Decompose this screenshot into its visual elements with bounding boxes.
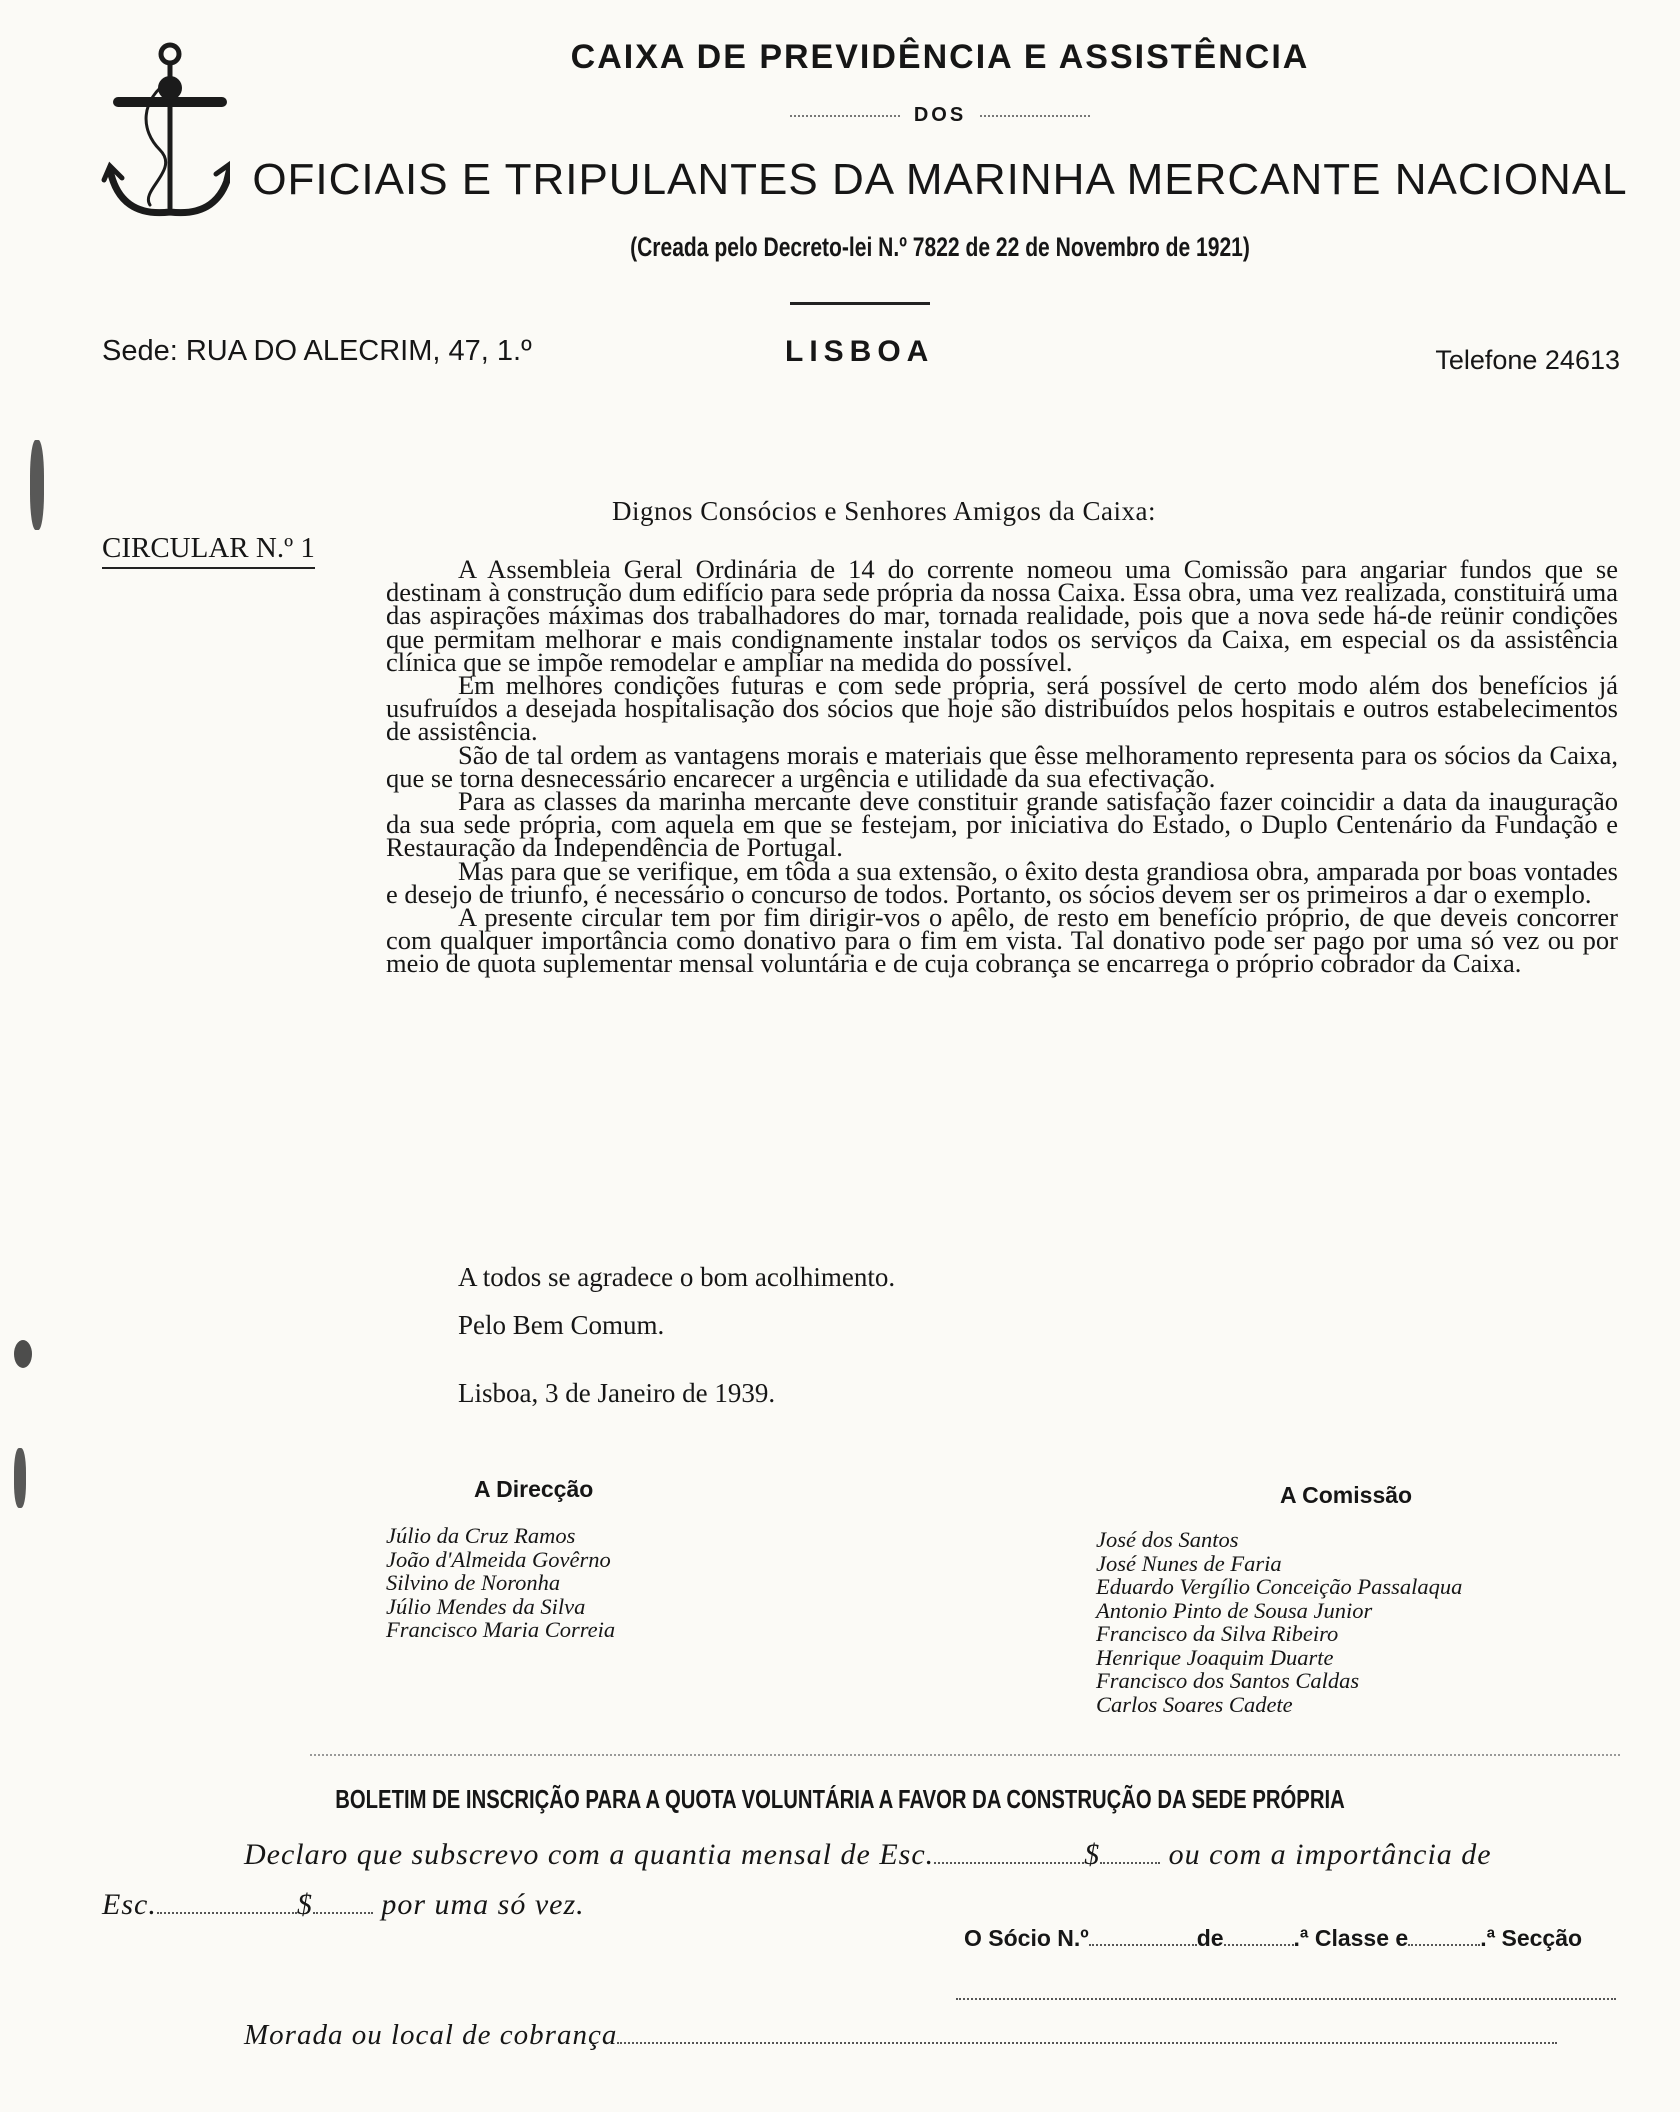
signatory-name: João d'Almeida Govêrno xyxy=(386,1546,611,1572)
direccao-heading: A Direcção xyxy=(474,1476,594,1502)
paragraph: Para as classes da marinha mercante deve constituir grande satisfação fazer coincidir a data da inauguração da sua sede própria, com aquela em que se festejam, por iniciativa do Estado, o Duplo Centenário da Fundação e Restauração da Independência de Portugal. xyxy=(386,786,1618,863)
paragraph: São de tal ordem as vantagens morais e materiais que êsse melhoramento representa para os sócios da Caixa, que se torna desnecessário encarecer a urgência e utilidade da sua efectivação. xyxy=(386,739,1618,793)
signatory-name: Francisco Maria Correia xyxy=(386,1617,616,1642)
form-title: BOLETIM DE INSCRIÇÃO PARA A QUOTA VOLUNTÁRIA A FAVOR DA CONSTRUÇÃO DA SEDE PRÓPRIA xyxy=(335,1784,1345,1814)
decree-line: (Creada pelo Decreto-lei N.º 7822 de 22 de Novembro de 1921) xyxy=(630,232,1250,262)
scan-artifact xyxy=(30,440,44,530)
signatory-name: Eduardo Vergílio Conceição Passalaqua xyxy=(1096,1574,1463,1599)
comissao-signatories xyxy=(1096,1528,1462,1716)
paragraph: A presente circular tem por fim dirigir-vos o apêlo, de resto em benefício próprio, de que deveis concorrer com qualquer importância como donativo para o fim em vista. Tal donativo pode ser pago por uma só vez ou por meio de quota suplementar mensal voluntária e de cuja cobrança se encarrega o próprio cobrador da Caixa. xyxy=(386,902,1618,979)
scan-artifact xyxy=(14,1340,32,1368)
member-name-field[interactable] xyxy=(956,1998,1616,2000)
single-escudos-field[interactable] xyxy=(157,1888,297,1914)
single-amount-line: Esc. $ por uma só vez. xyxy=(102,1888,585,1921)
single-centavos-field[interactable] xyxy=(313,1888,373,1914)
monthly-escudos-field[interactable] xyxy=(934,1838,1084,1864)
signatory-name: Francisco dos Santos Caldas xyxy=(1096,1668,1360,1693)
salutation: Dignos Consócios e Senhores Amigos da Caixa: xyxy=(612,496,1156,526)
comissao-heading: A Comissão xyxy=(1280,1482,1413,1508)
direccao-signatories xyxy=(386,1524,615,1642)
paragraph: Em melhores condições futuras e com sede própria, será possível de certo modo além dos benefícios já usufruídos a desejada hospitalisação dos sócios que hoje são distribuídos pelos hospitais e outros estabelecimentos de assistência. xyxy=(386,670,1618,747)
paragraph: Mas para que se verifique, em tôda a sua extensão, o êxito desta grandiosa obra, amparada por boas vontades e desejo de triunfo, é necessário o concurso de todos. Portanto, os sócios devem ser os primeiros a dar o exemplo. xyxy=(386,855,1618,909)
address-line: Morada ou local de cobrança xyxy=(244,2018,1557,2052)
address: Sede: RUA DO ALECRIM, 47, 1.º xyxy=(102,335,532,367)
paragraph: A Assembleia Geral Ordinária de 14 do corrente nomeou uma Comissão para angariar fundos que se destinam à construção dum edifício para sede própria da nossa Caixa. Essa obra, uma vez realizada, constituirá uma das aspirações máximas dos trabalhadores do mar, tornada realidade, pois que a nova sede há-de reünir condições que permitam melhorar e mais condignamente instalar todos os serviços da Caixa, em especial os da assistência clínica que se impõe remodelar e ampliar na medida do possível. xyxy=(386,554,1618,677)
signatory-name: José dos Santos xyxy=(1096,1527,1239,1552)
address-field[interactable] xyxy=(617,2018,1557,2044)
closing-thanks: A todos se agradece o bom acolhimento. xyxy=(458,1262,896,1292)
phone-number: Telefone 24613 xyxy=(1435,345,1620,375)
header-divider xyxy=(790,302,930,305)
member-number-line: O Sócio N.º de .ª Classe e .ª Secção xyxy=(964,1920,1582,1952)
anchor-emblem-icon xyxy=(100,40,230,230)
institution-name-line1: CAIXA DE PREVIDÊNCIA E ASSISTÊNCIA xyxy=(570,38,1310,76)
signatory-name: José Nunes de Faria xyxy=(1096,1550,1282,1576)
signatory-name: Henrique Joaquim Duarte xyxy=(1096,1644,1334,1670)
circular-number: CIRCULAR N.º 1 xyxy=(102,532,315,569)
signatory-name: Silvino de Noronha xyxy=(386,1570,561,1595)
scan-artifact xyxy=(14,1448,26,1508)
tear-off-line xyxy=(310,1754,1620,1756)
section-field[interactable] xyxy=(1408,1920,1480,1946)
signatory-name: Júlio da Cruz Ramos xyxy=(386,1523,576,1548)
monthly-centavos-field[interactable] xyxy=(1100,1838,1160,1864)
signatory-name: Antonio Pinto de Sousa Junior xyxy=(1096,1597,1373,1623)
member-number-field[interactable] xyxy=(1089,1920,1197,1946)
institution-name-line2: OFICIAIS E TRIPULANTES DA MARINHA MERCANTE NACIONAL xyxy=(252,155,1628,204)
institution-name-connector: DOS xyxy=(240,104,1640,127)
signatory-name: Júlio Mendes da Silva xyxy=(386,1593,586,1619)
letter-date: Lisboa, 3 de Janeiro de 1939. xyxy=(458,1378,776,1408)
closing-motto: Pelo Bem Comum. xyxy=(458,1310,665,1340)
class-field[interactable] xyxy=(1224,1920,1294,1946)
city: LISBOA xyxy=(785,335,935,368)
monthly-amount-line: Declaro que subscrevo com a quantia mensal de Esc. $ ou com a importância de xyxy=(244,1838,1492,1871)
signatory-name: Francisco da Silva Ribeiro xyxy=(1096,1621,1339,1646)
signatory-name: Carlos Soares Cadete xyxy=(1096,1691,1293,1717)
letter-body xyxy=(386,554,1618,979)
